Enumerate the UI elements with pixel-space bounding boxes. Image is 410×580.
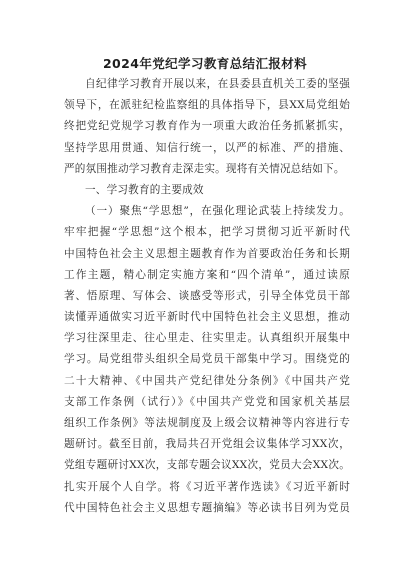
paragraph-line: 坚持学思用贯通、知信行统一，以严的标准、严的措施、: [64, 141, 350, 154]
paragraph-line: 二十大精神、《中国共产党纪律处分条例》《中国共产党: [64, 374, 350, 387]
paragraph-line: 著、悟原理、写体会、谈感受等形式，引导全体党员干部: [64, 289, 350, 302]
paragraph-line: 严的氛围推动学习教育走深走实。现将有关情况总结如下。: [64, 162, 345, 175]
paragraph-line: 支部工作条例（试行）》《中国共产党党和国家机关基层: [64, 395, 350, 408]
paragraph-line: （一）聚焦“学思想”，在强化理论武装上持续发力。: [85, 205, 350, 218]
paragraph-line: 学习往深里走、往心里走、往实里走。认真组织开展集中: [64, 332, 350, 345]
paragraph-line: 自纪律学习教育开展以来，在县委县直机关工委的坚强: [85, 78, 350, 90]
paragraph-line: 牢牢把握“学思想”这个根本，把学习贯彻习近平新时代: [64, 226, 350, 239]
paragraph-line: 党组专题研讨XX次，支部专题会议XX次，党员大会XX次。: [64, 459, 350, 472]
paragraph-line: 终把党纪党规学习教育作为一项重大政治任务抓紧抓实，: [64, 120, 350, 133]
paragraph-line: 读懂弄通做实习近平新时代中国特色社会主义思想，推动: [64, 311, 350, 324]
paragraph-line: 组织工作条例》等法规制度及上级会议精神等内容进行专: [64, 417, 350, 429]
document-body: [64, 74, 350, 519]
paragraph-line: 一、学习教育的主要成效: [85, 183, 204, 196]
paragraph-line: 扎实开展个人自学。将《习近平著作选读》《习近平新时: [64, 480, 350, 493]
document-title: 2024年党纪学习教育总结汇报材料: [102, 56, 308, 71]
paragraph-line: 中国特色社会主义思想主题教育作为首要政治任务和长期: [64, 247, 350, 260]
paragraph-line: 工作主题，精心制定实施方案和“四个清单”，通过读原: [64, 268, 350, 281]
paragraph-line: 领导下，在派驻纪检监察组的具体指导下，县XX局党组始: [64, 99, 350, 112]
paragraph-line: 题研讨。截至目前，我局共召开党组会议集体学习XX次，: [64, 438, 350, 451]
paragraph-line: 代中国特色社会主义思想专题摘编》等必读书目列为党员: [64, 501, 350, 514]
paragraph-line: 学习。局党组带头组织全局党员干部集中学习。围绕党的: [64, 353, 350, 366]
